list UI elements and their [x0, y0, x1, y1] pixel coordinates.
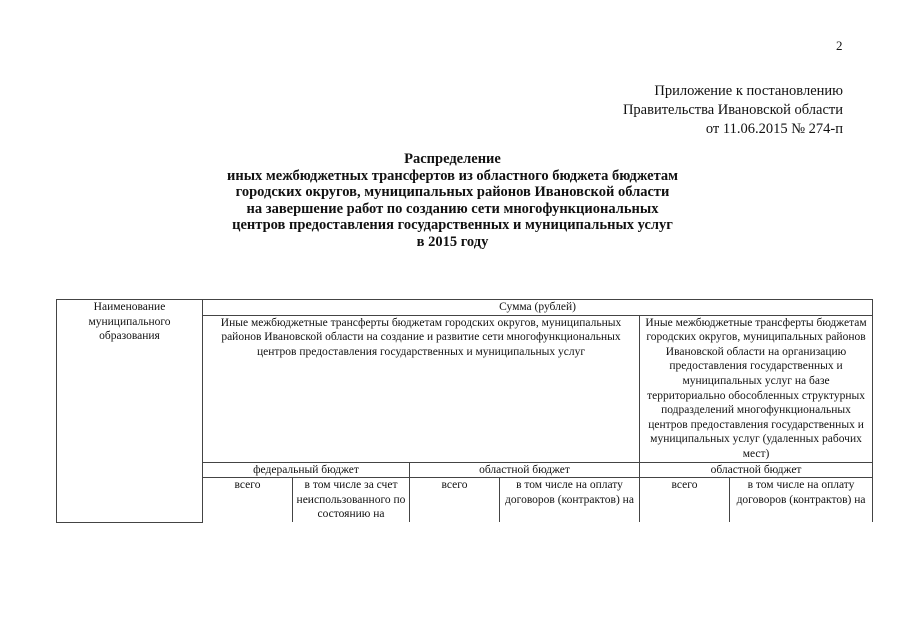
document-title — [150, 151, 755, 250]
annex-line-2: Правительства Ивановской области — [622, 102, 843, 118]
header-incl-unused: в том числе за счет неиспользованного по состоянию на — [293, 478, 410, 523]
header-regional-budget-2: областной бюджет — [640, 462, 873, 478]
title-line-5: центров предоставления государственных и муниципальных услуг — [232, 217, 673, 233]
header-sum: Сумма (рублей) — [203, 300, 873, 316]
distribution-table — [56, 299, 873, 523]
annex-line-3: от 11.06.2015 № 274-п — [705, 121, 843, 137]
header-group-remote-workplaces: Иные межбюджетные трансферты бюджетам городских округов, муниципальных районов Ивановской области на организацию предоставления государственных и муниципальных услуг на базе территориально обособленных структурных подразделений многофункциональных центров предоставления государственных и муниципальных услуг (удаленных рабочих мест) — [640, 315, 873, 462]
header-total-regional-2: всего — [640, 478, 730, 523]
header-total-regional-1: всего — [410, 478, 500, 523]
header-municipality: Наименование муниципального образования — [57, 300, 203, 523]
annex-line-1: Приложение к постановлению — [654, 83, 843, 99]
title-line-4: на завершение работ по созданию сети многофункциональных — [246, 200, 659, 217]
header-regional-budget-1: областной бюджет — [410, 462, 640, 478]
header-incl-contracts-1: в том числе на оплату договоров (контрактов) на — [500, 478, 640, 523]
table-header-row-1 — [57, 300, 873, 316]
title-line-2: иных межбюджетных трансфертов из областного бюджета бюджетам — [226, 167, 679, 184]
header-total-federal: всего — [203, 478, 293, 523]
title-line-6: в 2015 году — [416, 233, 489, 250]
annex-header — [623, 82, 843, 139]
header-group-creation: Иные межбюджетные трансферты бюджетам городских округов, муниципальных районов Ивановской области на создание и развитие сети многофункциональных центров предоставления государственных и муниципальных услуг — [203, 315, 640, 462]
header-incl-contracts-2: в том числе на оплату договоров (контрактов) на — [730, 478, 873, 523]
title-line-3: городских округов, муниципальных районов Ивановской области — [235, 184, 670, 200]
page-number: 2 — [836, 38, 843, 53]
header-federal-budget: федеральный бюджет — [203, 462, 410, 478]
title-line-1: Распределение — [404, 151, 501, 167]
